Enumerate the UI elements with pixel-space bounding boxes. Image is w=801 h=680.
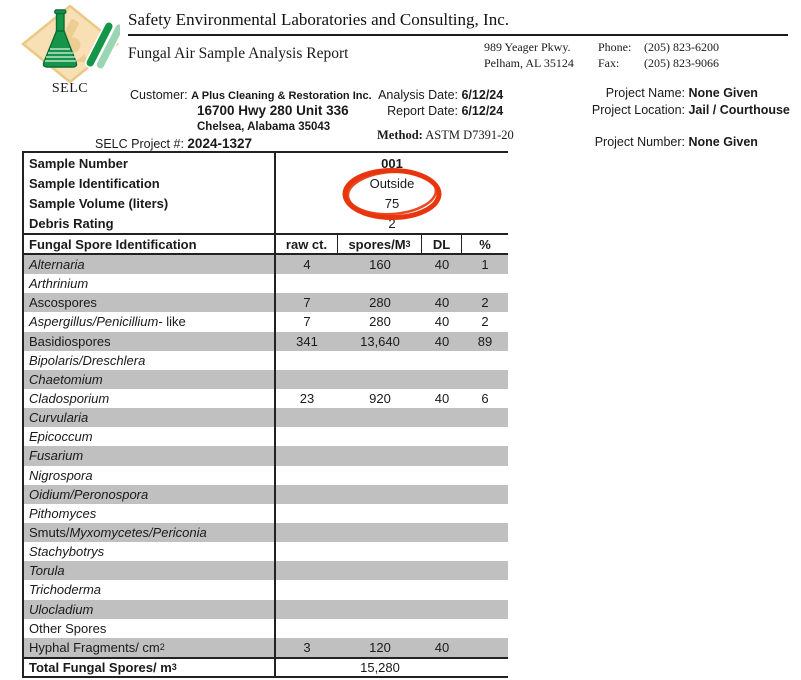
spore-name: Stachybotrys (24, 542, 276, 561)
value-cell: 280 (369, 314, 391, 330)
spore-name: Pithomyces (24, 504, 276, 523)
total-label: Total Fungal Spores/ m 3 (24, 659, 276, 676)
spore-table-header (24, 233, 508, 255)
spore-name: Torula (24, 561, 276, 580)
value-cell: 13,640 (360, 333, 400, 349)
value-cell: 7 (303, 295, 311, 311)
value-cell: 7 (303, 314, 311, 330)
value-cell: 1 (481, 257, 489, 273)
company-name: Safety Environmental Laboratories and Consulting, Inc. (128, 10, 509, 29)
sample-info-label: Sample Volume (liters) (24, 193, 276, 213)
logo-text: SELC (51, 81, 89, 96)
report-title: Fungal Air Sample Analysis Report (128, 45, 349, 62)
project-name-value: None Given (688, 86, 758, 100)
spore-name: Nigrospora (24, 466, 276, 485)
spore-name: Oidium/Peronospora (24, 485, 276, 504)
customer-address1: 16700 Hwy 280 Unit 336 (197, 103, 349, 118)
report-date-label: Report Date: (387, 104, 458, 118)
spore-name: Arthrinium (24, 274, 276, 293)
table-row (24, 504, 508, 523)
table-row (24, 370, 508, 389)
table-row (24, 408, 508, 427)
spore-name: Bipolaris/Dreschlera (24, 351, 276, 370)
value-cell: 40 (434, 391, 450, 407)
total-row (24, 657, 508, 676)
table-row (24, 542, 508, 561)
red-circle-annotation-icon (338, 165, 446, 223)
spore-table (22, 151, 508, 678)
value-cell: 3 (303, 639, 311, 655)
table-row (24, 580, 508, 599)
value-cell: 23 (299, 391, 315, 407)
sample-info-label: Sample Number (24, 153, 276, 173)
value-cell: 120 (369, 639, 391, 655)
report-date-line (372, 104, 503, 118)
spore-name: Ascospores (24, 293, 276, 312)
table-row (24, 600, 508, 619)
phone-label: Phone: (598, 40, 632, 54)
project-location-line (560, 103, 790, 117)
column-header: raw ct. (276, 235, 338, 253)
value-cell: 40 (434, 314, 450, 330)
customer-line (130, 88, 372, 102)
table-row (24, 485, 508, 504)
fax-label: Fax: (598, 55, 620, 70)
value-cell: 2 (481, 314, 489, 330)
spore-name: Curvularia (24, 408, 276, 427)
project-number-label: Project Number: (594, 135, 685, 149)
phone-number: (205) 823-6200 (644, 40, 719, 54)
table-row (24, 293, 508, 312)
spore-name: Trichoderma (24, 580, 276, 599)
project-location-value: Jail / Courthouse (688, 103, 790, 117)
table-row (24, 351, 508, 370)
value-cell: 40 (434, 639, 450, 655)
customer-label: Customer: (130, 88, 188, 102)
title-divider (128, 34, 788, 36)
column-header: DL (422, 235, 462, 253)
value-cell: 40 (434, 257, 450, 273)
method-label: Method: (377, 128, 423, 142)
spore-name: Alternaria (24, 255, 276, 274)
spore-name: Cladosporium (24, 389, 276, 408)
table-row (24, 638, 508, 657)
lab-address (484, 40, 574, 71)
value-cell: 920 (369, 391, 391, 407)
table-row (24, 312, 508, 331)
value-cell: 40 (434, 333, 450, 349)
spore-name: Smuts/ Myxomycetes/Periconia (24, 523, 276, 542)
report-date-value: 6/12/24 (461, 104, 504, 118)
value-cell: 2 (481, 295, 489, 311)
spore-name: Other Spores (24, 619, 276, 638)
table-row (24, 523, 508, 542)
analysis-date-line (372, 88, 503, 102)
sample-info-value: 001 (381, 155, 403, 171)
project-number-line (560, 135, 758, 149)
selc-project-line (95, 136, 252, 151)
method-value: ASTM D7391-20 (425, 128, 514, 142)
sample-info-value: Outside (369, 175, 415, 191)
table-row (24, 427, 508, 446)
value-cell: 40 (434, 295, 450, 311)
value-cell: 280 (369, 295, 391, 311)
spore-name: Chaetomium (24, 370, 276, 389)
spore-name: Basidiospores (24, 332, 276, 351)
spore-name: Aspergillus/Penicillium - like (24, 312, 276, 331)
sample-info-label: Debris Rating (24, 213, 276, 233)
lab-contact (598, 40, 719, 71)
sample-info-value: 75 (384, 195, 400, 211)
column-header: % (479, 236, 491, 252)
spore-table-body (24, 255, 508, 657)
sample-info-label: Sample Identification (24, 173, 276, 193)
spore-name: Fusarium (24, 446, 276, 465)
project-location-label: Project Location: (591, 103, 685, 117)
table-row (24, 389, 508, 408)
fax-number: (205) 823-9066 (644, 55, 719, 70)
value-cell: 6 (481, 391, 489, 407)
address-line1: 989 Yeager Pkwy. (484, 40, 571, 54)
value-cell: 4 (303, 257, 311, 273)
table-row (24, 619, 508, 638)
total-value: 15,280 (360, 659, 400, 675)
phone-line (598, 40, 719, 56)
analysis-date-value: 6/12/24 (461, 88, 504, 102)
customer-name: A Plus Cleaning & Restoration Inc. (191, 90, 372, 102)
analysis-date-label: Analysis Date: (378, 88, 458, 102)
spore-name: Epicoccum (24, 427, 276, 446)
customer-address2: Chelsea, Alabama 35043 (197, 121, 331, 133)
selc-project-number: 2024-1327 (187, 136, 252, 151)
project-number-value: None Given (688, 135, 758, 149)
address-line2: Pelham, AL 35124 (484, 55, 574, 70)
fax-line (598, 56, 719, 72)
table-row (24, 255, 508, 274)
column-header: spores/M 3 (338, 235, 422, 253)
method-line (377, 128, 514, 143)
spore-name: Hyphal Fragments/ cm 2 (24, 638, 276, 657)
value-cell: 89 (477, 333, 493, 349)
table-row (24, 332, 508, 351)
value-cell: 160 (369, 257, 391, 273)
table-row (24, 561, 508, 580)
spore-name: Ulocladium (24, 600, 276, 619)
project-name-label: Project Name: (605, 86, 685, 100)
value-cell: 341 (296, 333, 318, 349)
project-name-line (560, 86, 758, 100)
sample-info-value: 2 (388, 215, 396, 231)
table-row (24, 274, 508, 293)
column-header: Fungal Spore Identification (24, 235, 276, 253)
selc-logo (20, 5, 120, 83)
selc-project-label: SELC Project #: (95, 137, 184, 151)
table-row (24, 466, 508, 485)
table-row (24, 446, 508, 465)
